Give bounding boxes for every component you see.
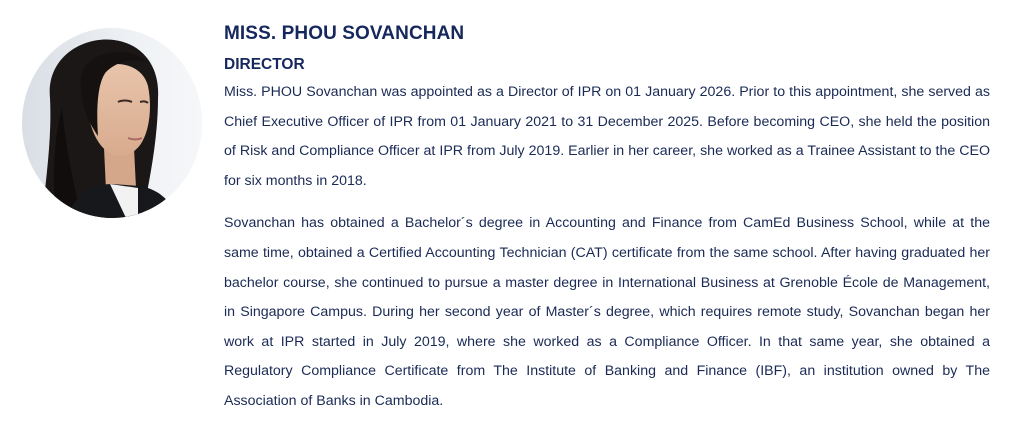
- profile-photo: [22, 28, 202, 218]
- profile-content: [224, 22, 990, 417]
- biography: [224, 78, 990, 417]
- portrait-image: [22, 28, 202, 218]
- biography-paragraph-2: Sovanchan has obtained a Bachelor´s degree in Accounting and Finance from CamEd Business School, while at the same time, obtained a Certified Accounting Technician (CAT) certificate from the same school. After having graduated her bachelor course, she continued to pursue a master degree in International Business at Grenoble École de Management, in Singapore Campus. During her second year of Master´s degree, which requires remote study, Sovanchan began her work at IPR started in July 2019, where she worked as a Compliance Officer. In that same year, she obtained a Regulatory Compliance Certificate from The Institute of Banking and Finance (IBF), an institution owned by The Association of Banks in Cambodia.: [224, 215, 990, 409]
- person-name: MISS. PHOU SOVANCHAN: [224, 23, 465, 44]
- person-title: DIRECTOR: [224, 56, 305, 73]
- biography-paragraph-1: Miss. PHOU Sovanchan was appointed as a Director of IPR on 01 January 2026. Prior to this appointment, she served as Chief Executive Officer of IPR from 01 January 2021 to 31 December 2025. Before becoming CEO, she held the position of Risk and Compliance Officer at IPR from July 2019. Earlier in her career, she worked as a Trainee Assistant to the CEO for six months in 2018.: [224, 84, 990, 189]
